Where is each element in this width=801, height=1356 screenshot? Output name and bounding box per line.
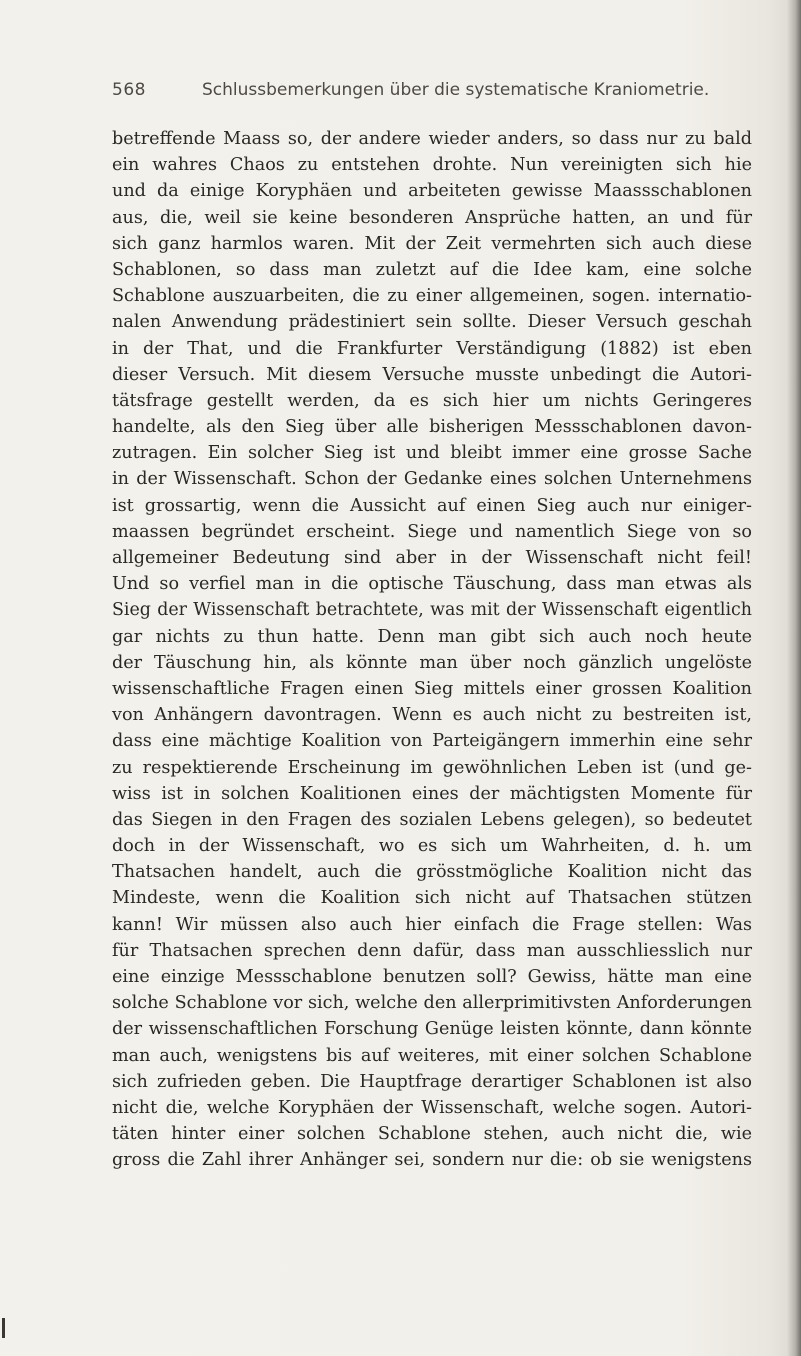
text-line: nalen Anwendung prädestiniert sein sollte. Dieser Versuch geschah bbox=[112, 312, 752, 333]
text-line: maassen begründet erscheint. Siege und namentlich Siege von so bbox=[112, 521, 752, 542]
text-line: Schablone auszuarbeiten, die zu einer allgemeinen, sogen. internatio- bbox=[112, 286, 752, 307]
text-line: nicht die, welche Koryphäen der Wissenschaft, welche sogen. Autori- bbox=[112, 1097, 752, 1118]
text-line: der wissenschaftlichen Forschung Genüge leisten könnte, dann könnte bbox=[112, 1019, 752, 1040]
text-line: kann! Wir müssen also auch hier einfach die Frage stellen: Was bbox=[112, 914, 752, 935]
text-line: sich ganz harmlos waren. Mit der Zeit vermehrten sich auch diese bbox=[112, 233, 752, 254]
body-text bbox=[112, 126, 752, 1174]
page-number: 568 bbox=[112, 80, 146, 100]
text-line: man auch, wenigstens bis auf weiteres, mit einer solchen Schablone bbox=[112, 1045, 752, 1066]
text-line: tätsfrage gestellt werden, da es sich hier um nichts Geringeres bbox=[112, 390, 752, 411]
text-line: gar nichts zu thun hatte. Denn man gibt sich auch noch heute bbox=[112, 626, 752, 647]
text-line: handelte, als den Sieg über alle bisherigen Messschablonen davon- bbox=[112, 417, 752, 438]
text-line: das Siegen in den Fragen des sozialen Lebens gelegen), so bedeutet bbox=[112, 809, 752, 830]
text-line: der Täuschung hin, als könnte man über noch gänzlich ungelöste bbox=[112, 652, 752, 673]
text-line: aus, die, weil sie keine besonderen Ansprüche hatten, an und für bbox=[112, 207, 752, 228]
text-line: wissenschaftliche Fragen einen Sieg mittels einer grossen Koalition bbox=[112, 678, 752, 699]
text-line: von Anhängern davontragen. Wenn es auch nicht zu bestreiten ist, bbox=[112, 705, 752, 726]
text-line: ist grossartig, wenn die Aussicht auf einen Sieg auch nur einiger- bbox=[112, 495, 752, 516]
text-line: Thatsachen handelt, auch die grösstmögliche Koalition nicht das bbox=[112, 862, 752, 883]
text-line: allgemeiner Bedeutung sind aber in der Wissenschaft nicht feil! bbox=[112, 548, 752, 568]
text-line: in der Wissenschaft. Schon der Gedanke eines solchen Unternehmens bbox=[112, 469, 752, 490]
text-line: zutragen. Ein solcher Sieg ist und bleibt immer eine grosse Sache bbox=[112, 443, 752, 464]
text-line: dass eine mächtige Koalition von Parteigängern immerhin eine sehr bbox=[112, 731, 752, 752]
text-line: ein wahres Chaos zu entstehen drohte. Nun vereinigten sich hie bbox=[112, 155, 752, 176]
page-edge-shadow bbox=[787, 0, 801, 1356]
text-line: täten hinter einer solchen Schablone stehen, auch nicht die, wie bbox=[112, 1124, 752, 1145]
text-line: doch in der Wissenschaft, wo es sich um Wahrheiten, d. h. um bbox=[112, 836, 752, 857]
text-line: Sieg der Wissenschaft betrachtete, was mit der Wissenschaft eigentlich bbox=[112, 600, 752, 621]
text-line: Mindeste, wenn die Koalition sich nicht auf Thatsachen stützen bbox=[112, 888, 752, 909]
text-line: gross die Zahl ihrer Anhänger sei, sondern nur die: ob sie wenigstens bbox=[112, 1150, 752, 1171]
text-line: dieser Versuch. Mit diesem Versuche musste unbedingt die Autori- bbox=[112, 364, 752, 385]
text-line: eine einzige Messschablone benutzen soll? Gewiss, hätte man eine bbox=[112, 967, 752, 987]
running-title: Schlussbemerkungen über die systematische Kraniometrie. bbox=[202, 80, 710, 100]
text-line: in der That, und die Frankfurter Verständigung (1882) ist eben bbox=[112, 338, 752, 359]
text-line: zu respektierende Erscheinung im gewöhnlichen Leben ist (und ge- bbox=[112, 757, 752, 778]
text-line: betreffende Maass so, der andere wieder anders, so dass nur zu bald bbox=[112, 129, 752, 149]
text-line: und da einige Koryphäen und arbeiteten gewisse Maassschablonen bbox=[112, 181, 752, 202]
text-line: sich zufrieden geben. Die Hauptfrage derartiger Schablonen ist also bbox=[112, 1071, 752, 1092]
text-line: solche Schablone vor sich, welche den allerprimitivsten Anforderungen bbox=[112, 993, 752, 1014]
scan-mark bbox=[2, 1318, 5, 1338]
text-line: Und so verfiel man in die optische Täuschung, dass man etwas als bbox=[112, 574, 752, 595]
text-line: wiss ist in solchen Koalitionen eines der mächtigsten Momente für bbox=[112, 783, 752, 804]
text-line: Schablonen, so dass man zuletzt auf die Idee kam, eine solche bbox=[112, 259, 752, 280]
text-line: für Thatsachen sprechen denn dafür, dass man ausschliesslich nur bbox=[112, 940, 752, 961]
running-header bbox=[112, 80, 732, 110]
